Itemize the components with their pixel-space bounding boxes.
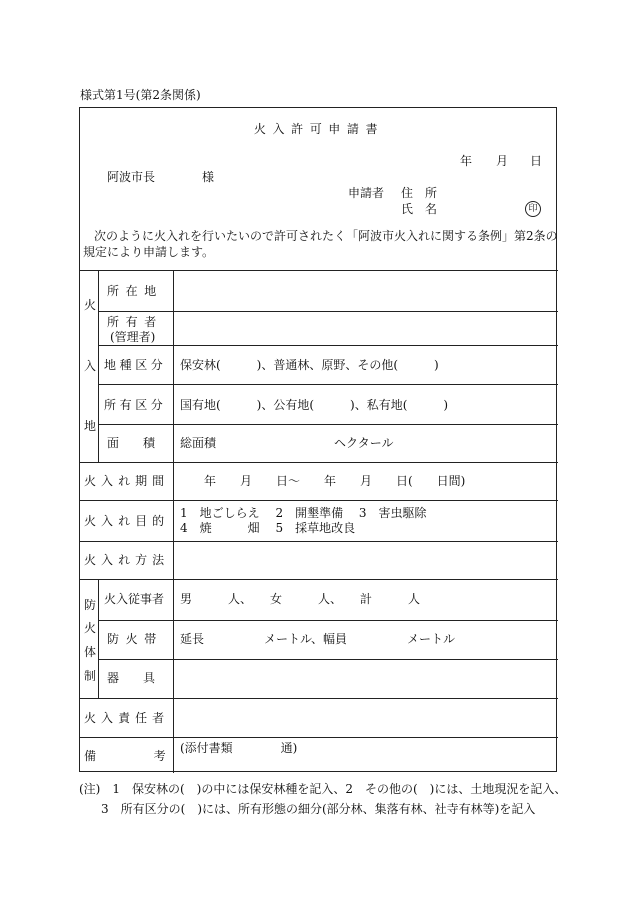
label-firebreak: 防火帯 xyxy=(107,632,163,646)
label-purpose: 火入れ目的 xyxy=(84,514,170,528)
label-method: 火入れ方法 xyxy=(84,553,170,567)
land-group-char-1: 火 xyxy=(84,298,97,312)
label-remarks: 備 考 xyxy=(84,749,189,763)
date-year: 年 xyxy=(460,154,473,168)
label-responsible: 火入責任者 xyxy=(84,711,170,725)
note-line-2: 3 所有区分の( )には、所有形態の細分(部分林、集落有林、社寺有林等)を記入 xyxy=(101,802,536,816)
label-period: 火入れ期間 xyxy=(84,474,170,488)
value-ownership[interactable]: 国有地( )、公有地( )、私有地( ) xyxy=(180,398,449,412)
form-title: 火入許可申請書 xyxy=(253,122,385,136)
intro-line-1: 次のように火入れを行いたいので許可されたく「阿波市火入れに関する条例」第2条の xyxy=(94,229,558,243)
label-location: 所在地 xyxy=(107,284,163,298)
intro-line-2: 規定により申請します。 xyxy=(83,245,215,259)
fire-group-char-2: 火 xyxy=(84,621,97,635)
value-purpose-line-1[interactable]: 1 地ごしらえ 2 開墾準備 3 害虫駆除 xyxy=(180,506,427,520)
label-area: 面 積 xyxy=(107,436,162,450)
addressee-honorific: 様 xyxy=(202,170,215,184)
label-land-type: 地種区分 xyxy=(104,358,167,372)
fire-group-char-3: 体 xyxy=(84,645,97,659)
label-ownership: 所有区分 xyxy=(104,398,167,412)
date-month: 月 xyxy=(496,154,509,168)
label-workers: 火入従事者 xyxy=(104,592,165,606)
application-form-box xyxy=(79,107,557,772)
value-area-label[interactable]: 総面積 xyxy=(180,436,217,450)
applicant-name-label: 氏 名 xyxy=(401,202,438,216)
value-purpose-line-2[interactable]: 4 焼 畑 5 採草地改良 xyxy=(180,521,356,535)
fire-group-char-4: 制 xyxy=(84,669,97,683)
applicant-address-label: 住 所 xyxy=(401,186,438,200)
label-owner-sub: (管理者) xyxy=(110,330,156,344)
value-area-unit: ヘクタール xyxy=(334,436,394,450)
value-remarks[interactable]: (添付書類 通) xyxy=(180,741,298,755)
date-day: 日 xyxy=(530,154,543,168)
land-group-char-3: 地 xyxy=(84,419,97,433)
value-firebreak[interactable]: 延長 メートル、幅員 メートル xyxy=(180,632,456,646)
note-line-1: (注) 1 保安林の( )の中には保安林種を記入、2 その他の( )には、土地現況を記入、 xyxy=(79,782,567,796)
value-land-type[interactable]: 保安林( )、普通林、原野、その他( ) xyxy=(180,358,439,372)
value-workers[interactable]: 男 人、 女 人、 計 人 xyxy=(180,592,421,606)
applicant-label: 申請者 xyxy=(348,186,385,200)
label-equipment: 器 具 xyxy=(107,671,162,685)
form-number-label: 様式第1号(第2条関係) xyxy=(80,88,201,102)
seal-mark: 印 xyxy=(525,201,541,217)
land-group-char-2: 入 xyxy=(84,359,97,373)
label-owner: 所有者 xyxy=(107,315,163,329)
fire-group-char-1: 防 xyxy=(84,598,97,612)
value-period[interactable]: 年 月 日～ 年 月 日( 日間) xyxy=(204,474,466,488)
addressee-name: 阿波市長 xyxy=(107,170,156,184)
